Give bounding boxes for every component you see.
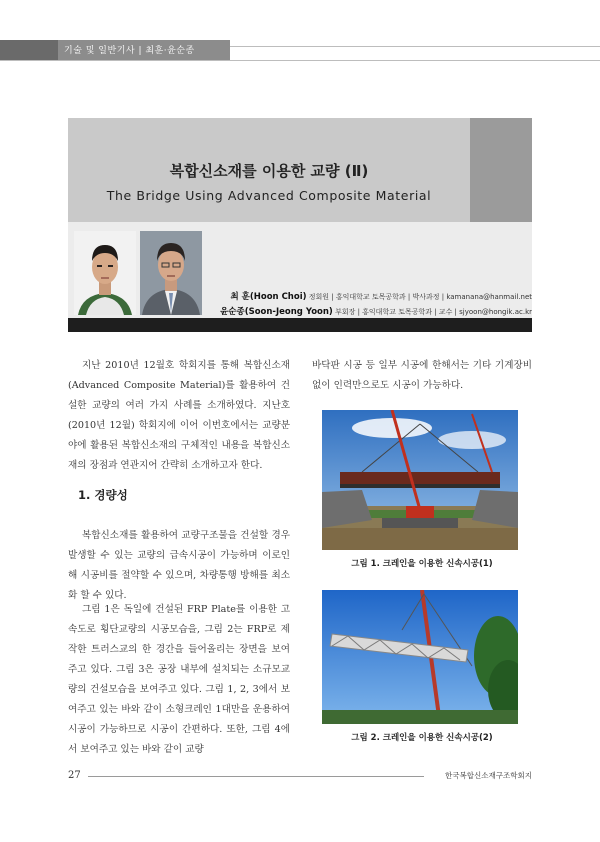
title-english: The Bridge Using Advanced Composite Material — [106, 188, 432, 203]
journal-name: 한국복합신소재구조학회지 — [445, 771, 532, 780]
figure-2-photo — [322, 590, 518, 724]
author-2-affiliation: 부회장 | 홍익대학교 토목공학과 | 교수 | sjyoon@hongik.ac.kr — [335, 308, 532, 316]
header-underline — [0, 60, 600, 61]
author-photo-2 — [140, 231, 202, 315]
footer-rule — [88, 776, 424, 777]
figure-2-caption: 그림 2. 크레인을 이용한 신속시공(2) — [351, 733, 493, 743]
body-paragraph-1: 복합신소재를 활용하여 교량구조물을 건설할 경우 발생할 수 있는 교량의 급속시공이 가능하며 이로인해 시공비를 절약할 수 있으며, 차량통행 방해를 최소화 할 수 있다. — [68, 530, 290, 601]
author-2-name: 윤순종(Soon-Jeong Yoon) — [220, 307, 333, 317]
author-1-name: 최 훈(Hoon Choi) — [230, 292, 307, 302]
author-band — [68, 222, 532, 318]
section-title: 1. 경량성 — [78, 488, 128, 502]
header-rule — [230, 46, 600, 47]
figure-1-photo — [322, 410, 518, 550]
title-banner-accent — [470, 118, 532, 222]
page-number: 27 — [68, 770, 81, 781]
title-korean: 복합신소재를 이용한 교량 (Ⅱ) — [169, 162, 369, 180]
figure-1-caption: 그림 1. 크레인을 이용한 신속시공(1) — [351, 559, 493, 569]
header-bar-accent — [0, 40, 58, 60]
author-1 — [198, 290, 532, 302]
intro-paragraph: 지난 2010년 12월호 학회지를 통해 복합신소재(Advanced Composite Material)를 활용하여 건설한 교량의 여러 가지 사례를 소개하였다. 지난호(2010년 12월) 학회지에 이어 이번호에서는 교량분야에 활용된 복합신소재의 구체적인 내용을 복합신소재의 장점과 연관지어 간략히 소개하고자 한다. — [68, 360, 290, 471]
running-header: 기술 및 일반기사 | 최훈·윤순종 — [64, 46, 195, 56]
author-2 — [198, 305, 532, 317]
author-photo-1 — [74, 231, 136, 315]
right-paragraph: 바닥판 시공 등 일부 시공에 한해서는 기타 기계장비 없이 인력만으로도 시공이 가능하다. — [312, 360, 532, 391]
author-band-bottom — [68, 318, 532, 332]
body-paragraph-2: 그림 1은 독일에 건설된 FRP Plate를 이용한 고속도로 횡단교량의 시공모습을, 그림 2는 FRP로 제작한 트러스교의 한 경간을 들어올리는 장면을 보여주고 있다. 그림 3은 공장 내부에 설치되는 소규모교량의 건설모습을 보여주고 있다. 그림 1, 2, 3에서 보여주고 있는 바와 같이 소형크레인 1대만을 운용하여 시공이 가능하므로 시공이 간편하다. 또한, 그림 4에서 보여주고 있는 바와 같이 교량 — [68, 604, 290, 755]
author-1-affiliation: 정회원 | 홍익대학교 토목공학과 | 박사과정 | kamanana@hanmail.net — [308, 293, 532, 301]
